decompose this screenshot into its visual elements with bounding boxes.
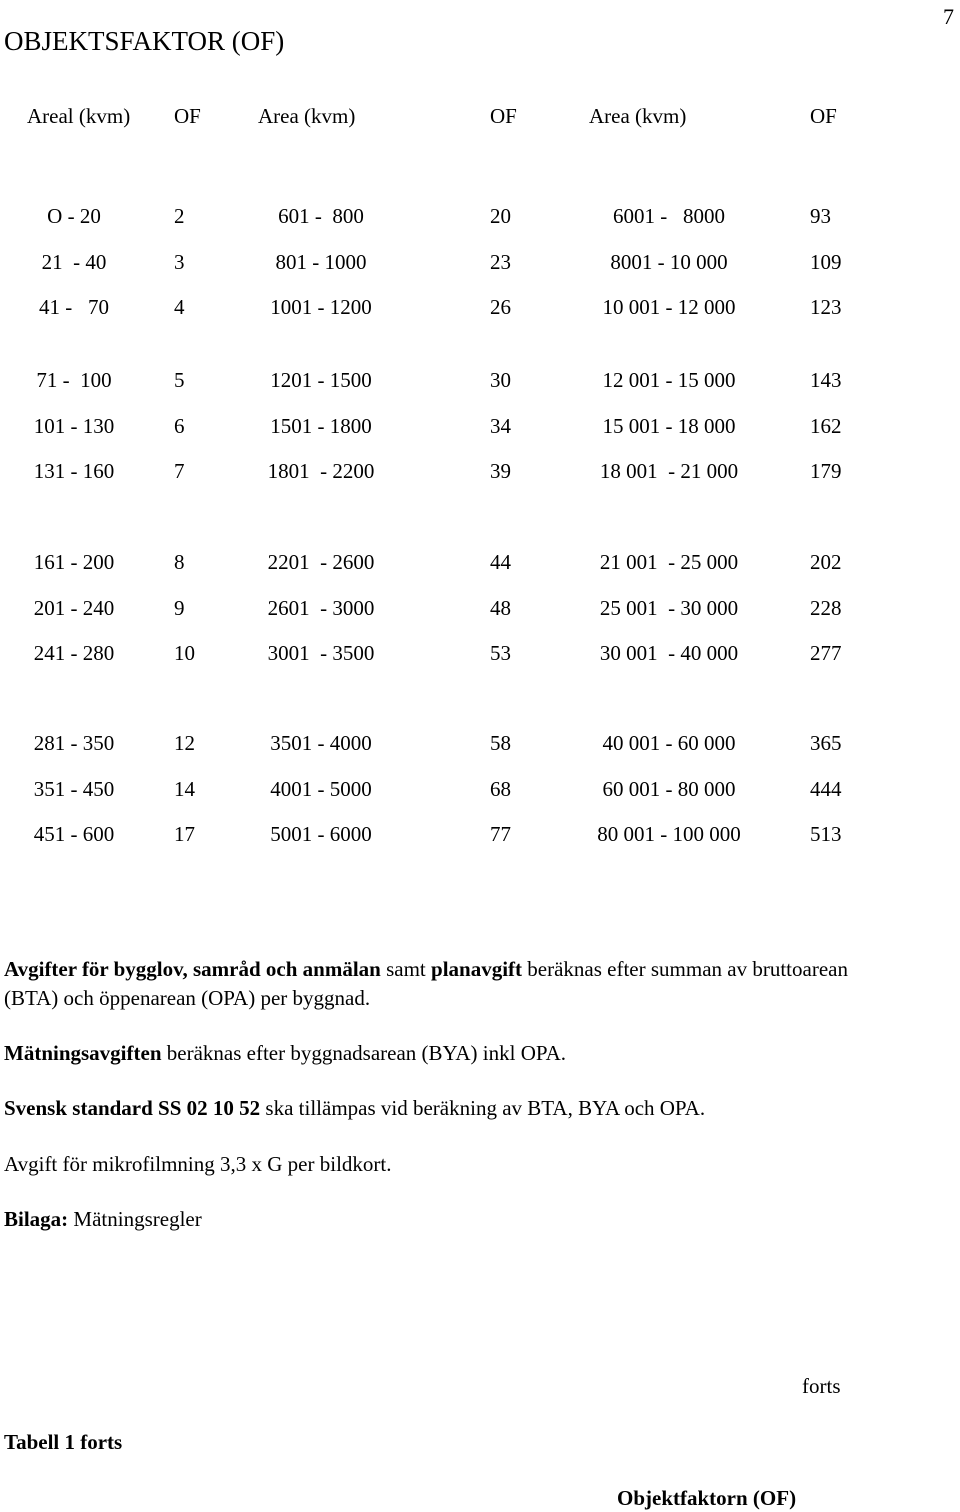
- table-cell-area-range-3: 30 001 - 40 000: [599, 641, 739, 665]
- table-cell-of-3: 162: [810, 414, 842, 438]
- standard-paragraph: [4, 1094, 904, 1123]
- table-cell-of-3: 179: [810, 459, 842, 483]
- table-cell-area-range-3: 8001 - 10 000: [610, 250, 728, 274]
- table-cell-of-3: 202: [810, 550, 842, 574]
- appendix-text: Mätningsregler: [68, 1207, 202, 1231]
- table-cell-area-range-1: 451 - 600: [33, 822, 115, 846]
- column-header-areal: Areal (kvm): [27, 104, 131, 128]
- fee-basis-text-1: samt: [380, 957, 432, 981]
- table-cell-of-1: 7: [174, 459, 185, 483]
- fee-basis-bold-2: planavgift: [431, 957, 523, 981]
- table-cell-area-range-2: 3001 - 3500: [267, 641, 375, 665]
- standard-text: ska tillämpas vid beräkning av BTA, BYA och OPA.: [260, 1096, 706, 1120]
- table-cell-of-1: 2: [174, 204, 185, 228]
- table-cell-area-range-3: 40 001 - 60 000: [602, 731, 736, 755]
- table-cell-area-range-2: 1801 - 2200: [267, 459, 375, 483]
- table-cell-of-1: 12: [174, 731, 195, 755]
- table-cell-of-2: 44: [490, 550, 511, 574]
- table-cell-area-range-2: 2201 - 2600: [267, 550, 375, 574]
- table-cell-of-3: 143: [810, 368, 842, 392]
- measurement-fee-paragraph: [4, 1039, 904, 1068]
- fee-basis-paragraph: [4, 955, 904, 1013]
- microfilm-paragraph: [4, 1150, 904, 1179]
- table-cell-of-2: 77: [490, 822, 511, 846]
- table-cell-area-range-2: 1001 - 1200: [270, 295, 372, 319]
- table-cell-area-range-2: 5001 - 6000: [270, 822, 372, 846]
- table-cell-area-range-1: 241 - 280: [33, 641, 115, 665]
- table-cell-area-range-3: 15 001 - 18 000: [602, 414, 736, 438]
- table-cell-area-range-1: 351 - 450: [33, 777, 115, 801]
- table-cell-area-range-3: 18 001 - 21 000: [599, 459, 739, 483]
- table-cell-area-range-1: 131 - 160: [33, 459, 115, 483]
- table-cell-of-2: 30: [490, 368, 511, 392]
- table-cell-area-range-3: 80 001 - 100 000: [597, 822, 741, 846]
- appendix-bold: Bilaga:: [4, 1207, 69, 1231]
- table-cell-of-1: 3: [174, 250, 185, 274]
- appendix-paragraph: [4, 1205, 904, 1234]
- table-cell-of-1: 4: [174, 295, 185, 319]
- table-cell-of-2: 48: [490, 596, 511, 620]
- measurement-fee-bold: Mätningsavgiften: [4, 1041, 162, 1065]
- table-cell-area-range-2: 1201 - 1500: [270, 368, 372, 392]
- column-header-of-3: OF: [810, 104, 837, 128]
- table-cell-of-3: 228: [810, 596, 842, 620]
- table-cell-of-1: 14: [174, 777, 195, 801]
- table-cell-of-2: 26: [490, 295, 511, 319]
- table-cell-area-range-2: 601 - 800: [278, 204, 364, 228]
- table-cell-area-range-3: 12 001 - 15 000: [602, 368, 736, 392]
- table-cell-of-2: 39: [490, 459, 511, 483]
- table-cell-of-2: 68: [490, 777, 511, 801]
- table-cell-area-range-2: 2601 - 3000: [267, 596, 375, 620]
- table-cell-of-3: 444: [810, 777, 842, 801]
- table-cell-area-range-1: 201 - 240: [33, 596, 115, 620]
- table-cell-area-range-1: 21 - 40: [41, 250, 107, 274]
- table-cell-of-3: 277: [810, 641, 842, 665]
- table-cell-of-3: 123: [810, 295, 842, 319]
- table-cell-area-range-3: 25 001 - 30 000: [599, 596, 739, 620]
- table-cell-area-range-1: 71 - 100: [36, 368, 112, 392]
- table-cell-area-range-2: 1501 - 1800: [270, 414, 372, 438]
- table-cell-of-2: 34: [490, 414, 511, 438]
- table-cell-of-2: 58: [490, 731, 511, 755]
- table-cell-of-1: 17: [174, 822, 195, 846]
- column-header-area-3: Area (kvm): [589, 104, 687, 128]
- table-cell-area-range-3: 60 001 - 80 000: [602, 777, 736, 801]
- table-cell-of-2: 23: [490, 250, 511, 274]
- table-cell-of-1: 8: [174, 550, 185, 574]
- table-cell-area-range-2: 4001 - 5000: [270, 777, 372, 801]
- table-continued-heading: Tabell 1 forts: [4, 1430, 123, 1454]
- column-header-area-2: Area (kvm): [258, 104, 356, 128]
- table-cell-of-3: 365: [810, 731, 842, 755]
- table-cell-of-1: 6: [174, 414, 185, 438]
- standard-bold: Svensk standard SS 02 10 52: [4, 1096, 261, 1120]
- table-cell-area-range-1: 101 - 130: [33, 414, 115, 438]
- table-cell-of-2: 20: [490, 204, 511, 228]
- table-cell-area-range-1: 41 - 70: [39, 295, 109, 319]
- page-number: 7: [943, 4, 954, 29]
- table-cell-area-range-3: 10 001 - 12 000: [602, 295, 736, 319]
- table-cell-area-range-3: 6001 - 8000: [613, 204, 725, 228]
- table-cell-of-1: 5: [174, 368, 185, 392]
- table-cell-area-range-1: O - 20: [47, 204, 101, 228]
- table-cell-of-1: 10: [174, 641, 195, 665]
- column-header-of-2: OF: [490, 104, 517, 128]
- table-cell-of-3: 93: [810, 204, 831, 228]
- table-cell-area-range-3: 21 001 - 25 000: [599, 550, 739, 574]
- table-cell-of-3: 513: [810, 822, 842, 846]
- column-header-of-1: OF: [174, 104, 201, 128]
- fee-basis-bold-1: Avgifter för bygglov, samråd och anmälan: [4, 957, 381, 981]
- forts-label: forts: [802, 1374, 841, 1398]
- table-cell-of-2: 53: [490, 641, 511, 665]
- fee-basis-text-2: beräknas efter summan av bruttoarean (BTA) och öppenarean (OPA) per byggnad.: [4, 957, 848, 1010]
- table-cell-area-range-2: 3501 - 4000: [270, 731, 372, 755]
- objektfaktorn-heading: Objektfaktorn (OF): [617, 1486, 797, 1510]
- microfilm-text: Avgift för mikrofilmning 3,3 x G per bildkort.: [4, 1152, 392, 1176]
- table-cell-area-range-2: 801 - 1000: [275, 250, 367, 274]
- table-cell-area-range-1: 281 - 350: [33, 731, 115, 755]
- table-cell-of-1: 9: [174, 596, 185, 620]
- table-cell-area-range-1: 161 - 200: [33, 550, 115, 574]
- table-cell-of-3: 109: [810, 250, 842, 274]
- measurement-fee-text: beräknas efter byggnadsarean (BYA) inkl OPA.: [161, 1041, 567, 1065]
- page-title: OBJEKTSFAKTOR (OF): [4, 26, 285, 56]
